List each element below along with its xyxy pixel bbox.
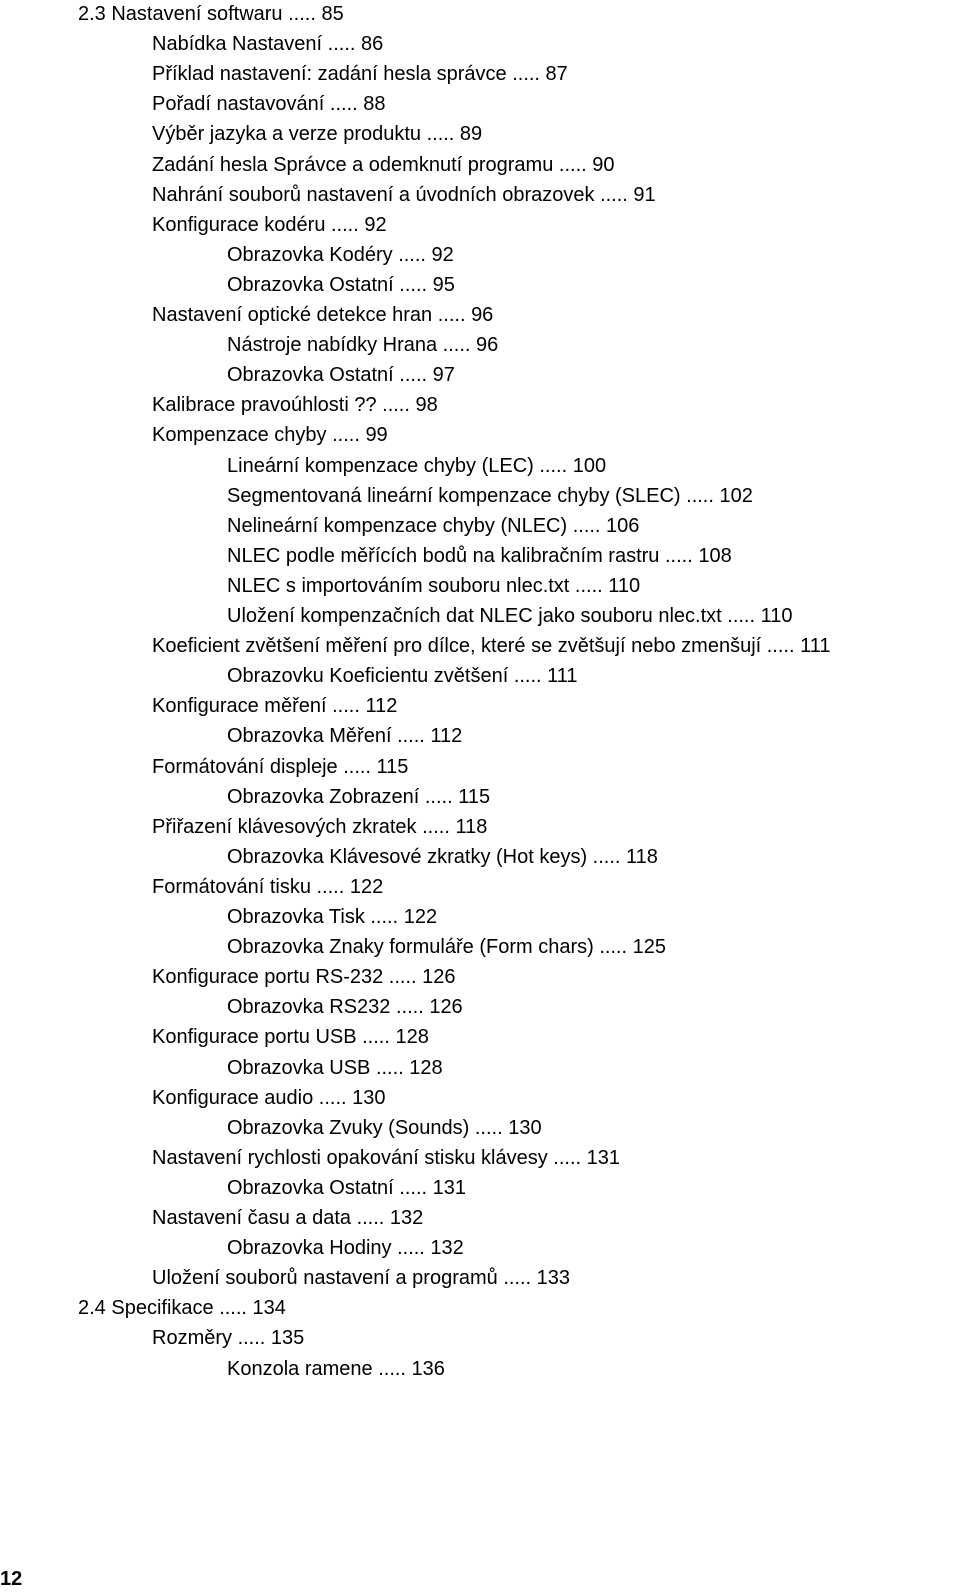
toc-entry[interactable]: NLEC podle měřících bodů na kalibračním rastru ..... 108 bbox=[227, 544, 732, 567]
toc-entry[interactable]: NLEC s importováním souboru nlec.txt ..... 110 bbox=[227, 574, 641, 597]
toc-entry[interactable]: Konzola ramene ..... 136 bbox=[227, 1357, 445, 1380]
toc-entry[interactable]: Přiřazení klávesových zkratek ..... 118 bbox=[152, 815, 488, 838]
toc-entry[interactable]: Zadání hesla Správce a odemknutí programu ..... 90 bbox=[152, 153, 615, 176]
toc-entry[interactable]: Konfigurace portu RS-232 ..... 126 bbox=[152, 966, 456, 989]
toc-entry[interactable]: Nelineární kompenzace chyby (NLEC) ..... 106 bbox=[227, 514, 640, 537]
page-number: 12 bbox=[0, 1568, 23, 1590]
toc-entry[interactable]: Konfigurace audio ..... 130 bbox=[152, 1086, 386, 1109]
toc-entry[interactable]: Uložení souborů nastavení a programů ..... 133 bbox=[152, 1267, 571, 1290]
toc-entry[interactable]: Nastavení rychlosti opakování stisku klávesy ..... 131 bbox=[152, 1146, 620, 1169]
toc-entry[interactable]: Obrazovka RS232 ..... 126 bbox=[227, 996, 463, 1019]
toc-entry[interactable]: Obrazovka Ostatní ..... 131 bbox=[227, 1176, 467, 1199]
toc-entry[interactable]: Obrazovka Znaky formuláře (Form chars) ..... 125 bbox=[227, 936, 667, 959]
toc-entry[interactable]: Formátování tisku ..... 122 bbox=[152, 875, 384, 898]
toc-entry[interactable]: Konfigurace portu USB ..... 128 bbox=[152, 1026, 429, 1049]
toc-entry[interactable]: Lineární kompenzace chyby (LEC) ..... 100 bbox=[227, 454, 607, 477]
toc-entry[interactable]: Nástroje nabídky Hrana ..... 96 bbox=[227, 334, 499, 357]
toc-entry[interactable]: Formátování displeje ..... 115 bbox=[152, 755, 409, 778]
toc-entry[interactable]: Obrazovka Klávesové zkratky (Hot keys) ..... 118 bbox=[227, 845, 658, 868]
toc-section-heading[interactable]: 2.4 Specifikace ..... 134 bbox=[78, 1297, 286, 1320]
toc-entry[interactable]: Segmentovaná lineární kompenzace chyby (SLEC) ..... 102 bbox=[227, 484, 753, 507]
toc-entry[interactable]: Nabídka Nastavení ..... 86 bbox=[152, 33, 384, 56]
toc-entry[interactable]: Konfigurace kodéru ..... 92 bbox=[152, 213, 387, 236]
toc-entry[interactable]: Uložení kompenzačních dat NLEC jako souboru nlec.txt ..... 110 bbox=[227, 605, 793, 627]
toc-entry[interactable]: Kalibrace pravoúhlosti ?? ..... 98 bbox=[152, 394, 438, 417]
toc-entry[interactable]: Kompenzace chyby ..... 99 bbox=[152, 424, 388, 447]
toc-entry[interactable]: Výběr jazyka a verze produktu ..... 89 bbox=[152, 123, 483, 146]
toc-entry[interactable]: Obrazovka USB ..... 128 bbox=[227, 1056, 443, 1079]
toc-entry[interactable]: Konfigurace měření ..... 112 bbox=[152, 695, 398, 718]
toc-entry[interactable]: Pořadí nastavování ..... 88 bbox=[152, 93, 386, 116]
toc-entry[interactable]: Nahrání souborů nastavení a úvodních obrazovek ..... 91 bbox=[152, 183, 656, 206]
toc-entry[interactable]: Obrazovka Hodiny ..... 132 bbox=[227, 1237, 464, 1260]
toc-entry[interactable]: Obrazovka Kodéry ..... 92 bbox=[227, 243, 454, 266]
toc-entry[interactable]: Rozměry ..... 135 bbox=[152, 1327, 305, 1350]
toc-entry[interactable]: Obrazovka Měření ..... 112 bbox=[227, 725, 463, 748]
toc-entry[interactable]: Nastavení optické detekce hran ..... 96 bbox=[152, 304, 494, 326]
toc-section-heading[interactable]: 2.3 Nastavení softwaru ..... 85 bbox=[78, 3, 344, 25]
toc-entry[interactable]: Příklad nastavení: zadání hesla správce ..... 87 bbox=[152, 63, 568, 86]
toc-entry[interactable]: Obrazovka Tisk ..... 122 bbox=[227, 906, 438, 928]
toc-entry[interactable]: Nastavení času a data ..... 132 bbox=[152, 1207, 424, 1229]
toc-entry[interactable]: Obrazovka Ostatní ..... 97 bbox=[227, 364, 455, 387]
toc-entry[interactable]: Obrazovka Zvuky (Sounds) ..... 130 bbox=[227, 1116, 542, 1139]
toc-entry[interactable]: Obrazovka Zobrazení ..... 115 bbox=[227, 785, 491, 808]
toc-entry[interactable]: Koeficient zvětšení měření pro dílce, které se zvětšují nebo zmenšují ..... 111 bbox=[152, 635, 831, 658]
toc-entry[interactable]: Obrazovka Ostatní ..... 95 bbox=[227, 273, 455, 296]
toc-entry[interactable]: Obrazovku Koeficientu zvětšení ..... 111 bbox=[227, 665, 578, 688]
